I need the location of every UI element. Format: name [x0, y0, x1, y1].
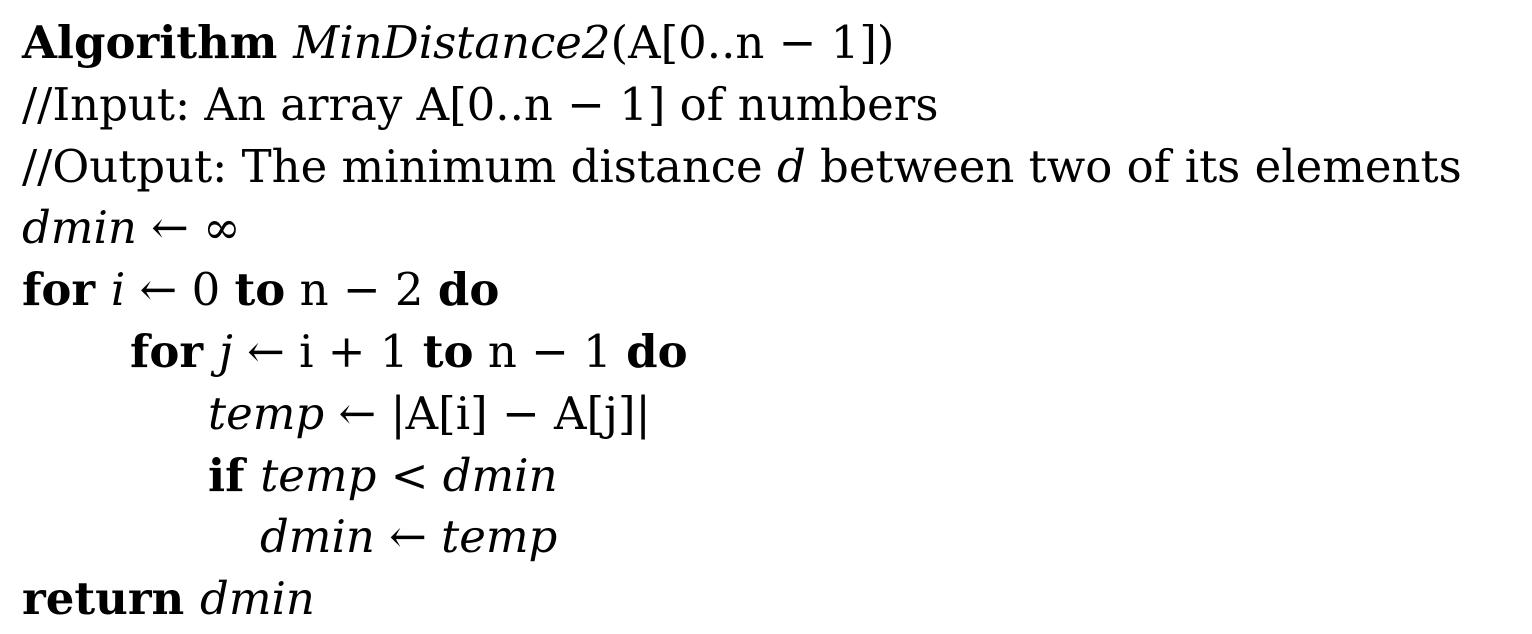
outer-do-keyword: do	[437, 263, 500, 317]
output-comment-after: between two of its elements	[805, 139, 1462, 193]
update-line	[22, 506, 1522, 568]
temp-expr: ← |A[i] − A[j]|	[324, 386, 651, 440]
input-comment	[22, 74, 1522, 136]
inner-to-keyword: to	[422, 324, 474, 378]
output-comment-var: d	[776, 139, 806, 193]
output-comment-before: //Output: The minimum distance	[22, 139, 777, 193]
init-op: ← ∞	[136, 201, 241, 255]
return-var: dmin	[200, 572, 315, 626]
input-comment-text: //Input: An array A[0..n − 1] of numbers	[22, 77, 939, 131]
algorithm-name: MinDistance2	[293, 16, 611, 69]
inner-loop-assign: ← i + 1	[232, 324, 423, 378]
outer-loop-line	[22, 259, 1522, 321]
output-comment	[22, 136, 1522, 198]
temp-var: temp	[208, 386, 325, 440]
algorithm-params: (A[0..n − 1])	[610, 16, 895, 69]
outer-loop-assign: ← 0	[125, 263, 235, 317]
outer-to-keyword: to	[234, 263, 286, 317]
inner-do-keyword: do	[626, 324, 688, 378]
temp-assign-line	[22, 383, 1522, 445]
outer-loop-var: i	[110, 263, 126, 317]
if-condition: temp < dmin	[260, 448, 558, 502]
inner-loop-var: j	[218, 324, 233, 378]
if-keyword: if	[208, 448, 245, 502]
algorithm-keyword: Algorithm	[22, 16, 278, 69]
algorithm-header	[22, 12, 1522, 74]
return-keyword: return	[22, 572, 185, 626]
init-line	[22, 197, 1522, 259]
update-text: dmin ← temp	[260, 510, 558, 564]
outer-loop-bound: n − 2	[285, 263, 438, 317]
inner-for-keyword: for	[130, 324, 204, 378]
return-line	[22, 568, 1522, 630]
if-line	[22, 445, 1522, 507]
inner-loop-bound: n − 1	[473, 324, 627, 378]
inner-loop-line	[22, 321, 1522, 383]
outer-for-keyword: for	[22, 263, 96, 317]
init-var: dmin	[22, 201, 137, 255]
algorithm-block	[22, 12, 1522, 630]
